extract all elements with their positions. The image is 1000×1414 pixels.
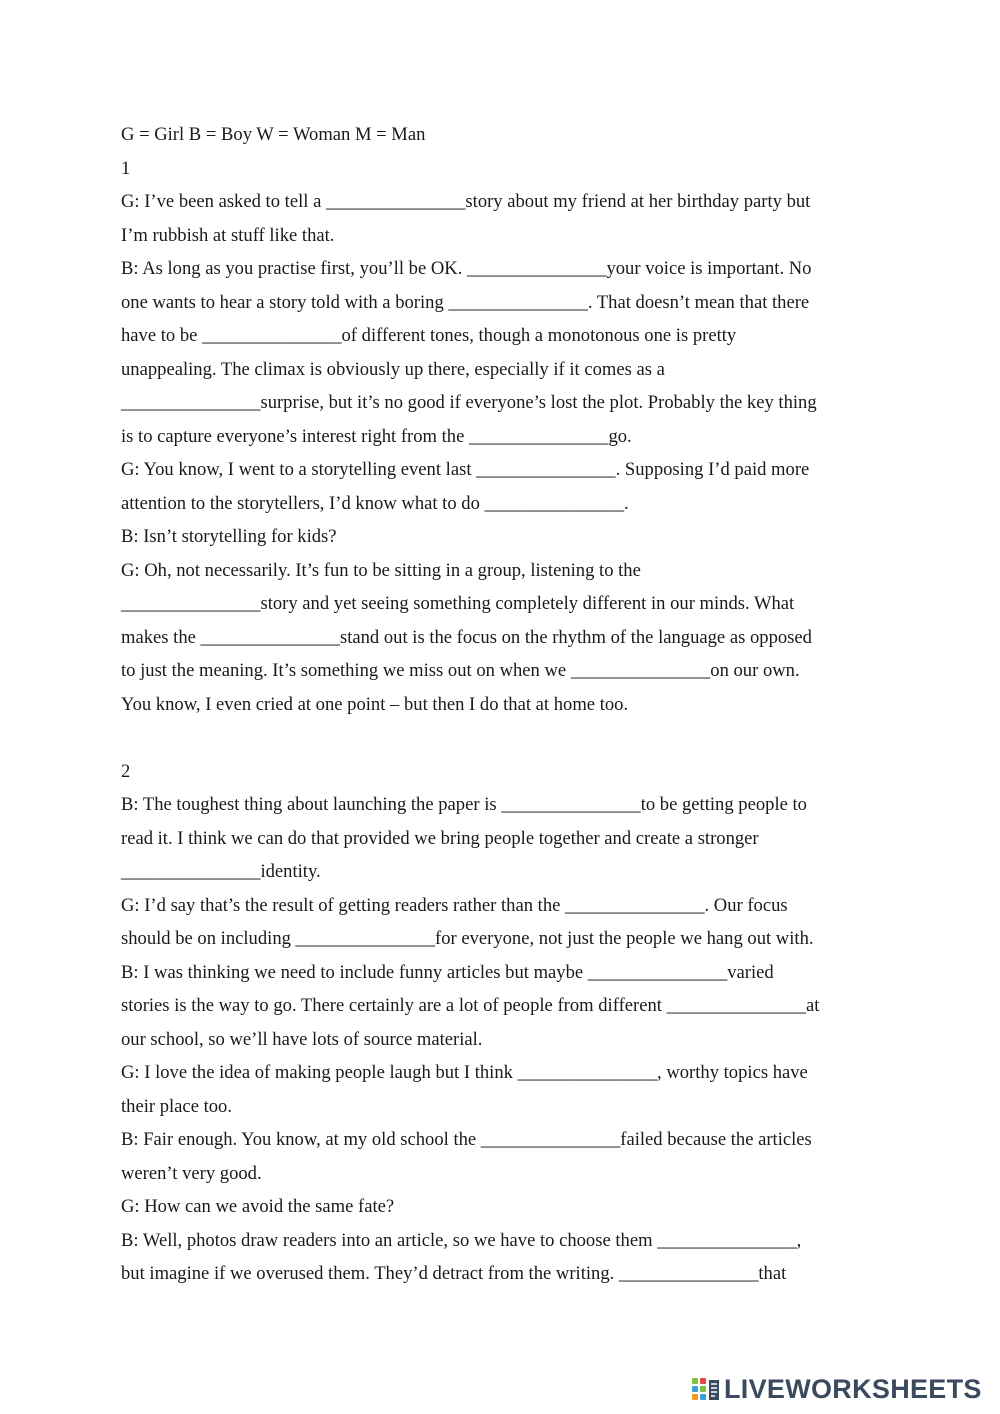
dialogue-line: B: Isn’t storytelling for kids?: [121, 526, 337, 547]
dialogue-line: but imagine if we overused them. They’d detract from the writing. _______________that: [121, 1263, 787, 1284]
dialogue-line: You know, I even cried at one point – but then I do that at home too.: [121, 693, 629, 715]
dialogue-line: I’m rubbish at stuff like that.: [121, 224, 335, 246]
dialogue-line: G: I’ve been asked to tell a _______________story about my friend at her birthday party but: [121, 191, 811, 212]
worksheet-page: [121, 118, 891, 1291]
liveworksheets-wordmark: LIVEWORKSHEETS: [724, 1373, 982, 1404]
dialogue-line: should be on including _______________for everyone, not just the people we hang out with.: [121, 928, 814, 949]
dialogue-line: weren’t very good.: [121, 1162, 262, 1184]
dialogue-line: read it. I think we can do that provided we bring people together and create a stronger: [121, 827, 759, 849]
dialogue-line: their place too.: [121, 1095, 232, 1117]
liveworksheets-logo-icon: [692, 1376, 720, 1402]
section-2-dialogue: [121, 788, 891, 1291]
dialogue-line: B: Well, photos draw readers into an article, so we have to choose them _______________,: [121, 1229, 802, 1251]
dialogue-line: B: As long as you practise first, you’ll be OK. _______________your voice is important. No: [121, 258, 812, 279]
dialogue-line: one wants to hear a story told with a boring _______________. That doesn’t mean that there: [121, 291, 810, 313]
dialogue-line: is to capture everyone’s interest right from the _______________go.: [121, 425, 632, 447]
section-1-number: 1: [121, 157, 131, 179]
dialogue-line: B: The toughest thing about launching the paper is _______________to be getting people to: [121, 794, 807, 815]
dialogue-line: G: I love the idea of making people laugh but I think _______________, worthy topics have: [121, 1062, 808, 1083]
dialogue-line: G: You know, I went to a storytelling event last _______________. Supposing I’d paid more: [121, 459, 810, 480]
dialogue-line: G: Oh, not necessarily. It’s fun to be sitting in a group, listening to the: [121, 559, 641, 581]
dialogue-line: have to be _______________of different tones, though a monotonous one is pretty: [121, 325, 737, 346]
dialogue-line: _______________identity.: [121, 861, 321, 882]
dialogue-line: _______________surprise, but it’s no good if everyone’s lost the plot. Probably the key thing: [121, 392, 817, 413]
dialogue-line: G: I’d say that’s the result of getting readers rather than the _______________. Our focus: [121, 894, 788, 916]
dialogue-line: stories is the way to go. There certainly are a lot of people from different _______________at: [121, 995, 820, 1016]
dialogue-line: attention to the storytellers, I’d know what to do _______________.: [121, 492, 629, 514]
section-1-dialogue: [121, 185, 891, 721]
dialogue-line: B: Fair enough. You know, at my old school the _______________failed because the articles: [121, 1129, 812, 1150]
dialogue-line: our school, so we’ll have lots of source material.: [121, 1028, 483, 1050]
dialogue-line: to just the meaning. It’s something we miss out on when we _______________on our own.: [121, 660, 800, 681]
dialogue-line: unappealing. The climax is obviously up there, especially if it comes as a: [121, 358, 665, 380]
dialogue-line: B: I was thinking we need to include funny articles but maybe _______________varied: [121, 961, 774, 983]
section-spacer: [121, 721, 891, 755]
dialogue-line: _______________story and yet seeing something completely different in our minds. What: [121, 593, 795, 614]
liveworksheets-branding[interactable]: [692, 1374, 982, 1404]
section-2-number: 2: [121, 760, 131, 782]
dialogue-line: G: How can we avoid the same fate?: [121, 1196, 395, 1217]
dialogue-line: makes the _______________stand out is the focus on the rhythm of the language as opposed: [121, 626, 812, 648]
legend-line: G = Girl B = Boy W = Woman M = Man: [121, 124, 426, 145]
